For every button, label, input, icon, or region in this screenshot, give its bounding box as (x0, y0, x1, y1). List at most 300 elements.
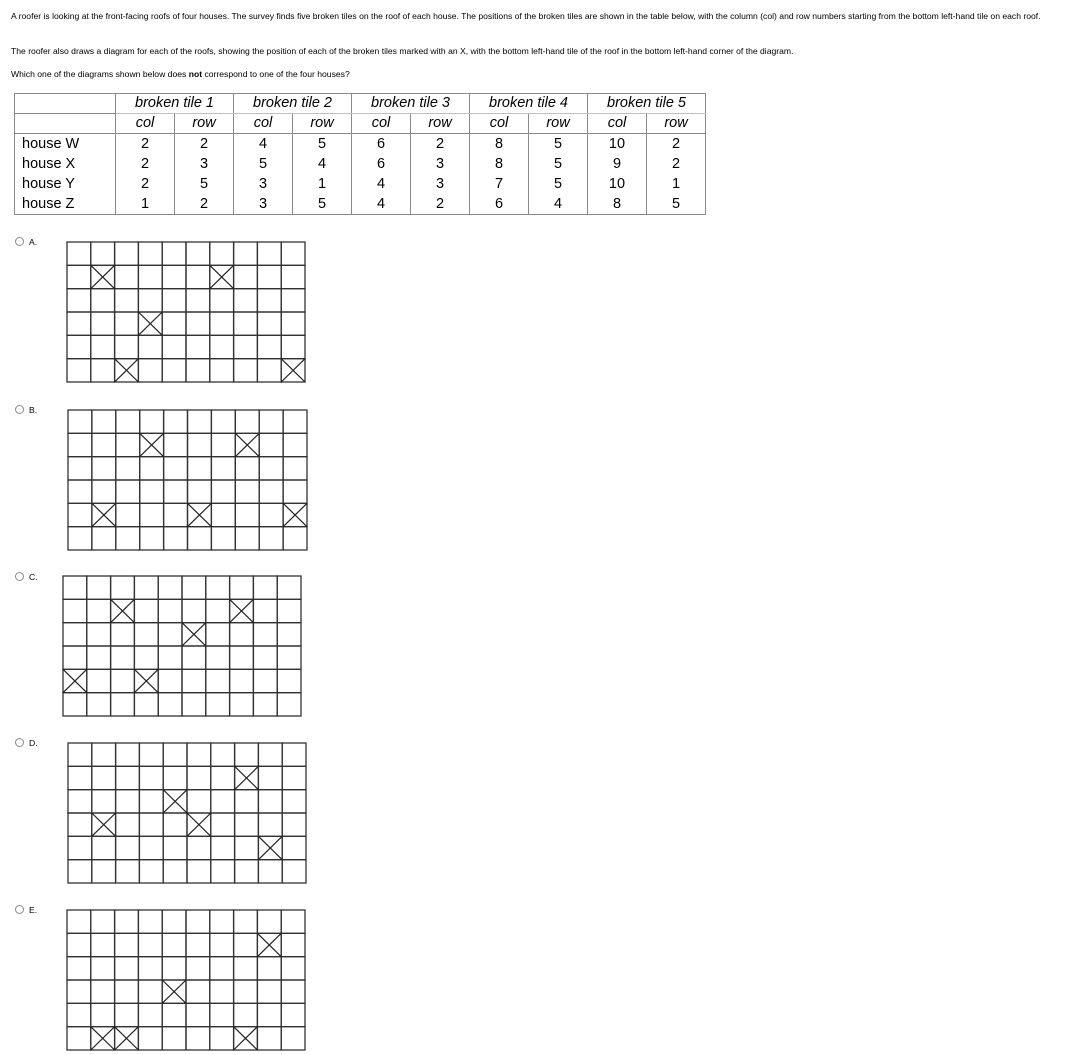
roof-tile (211, 457, 235, 480)
roof-tile (188, 457, 212, 480)
roof-tile (187, 790, 211, 813)
roof-tile (87, 693, 111, 716)
cell-row: 5 (293, 134, 352, 155)
cell-col: 8 (470, 134, 529, 155)
roof-tile (163, 766, 187, 789)
prompt-end: correspond to one of the four houses? (202, 69, 350, 79)
roof-tile (257, 289, 281, 312)
roof-tile (115, 910, 139, 933)
cell-row: 5 (529, 154, 588, 174)
cell-row: 2 (175, 134, 234, 155)
cell-col: 2 (116, 174, 175, 194)
roof-tile (259, 433, 283, 456)
roof-tile (138, 335, 162, 358)
roof-tile (116, 433, 140, 456)
prompt-start: Which one of the diagrams shown below does (11, 69, 189, 79)
roof-tile (187, 743, 211, 766)
roof-tile (235, 813, 259, 836)
roof-tile (206, 693, 230, 716)
broken-tile-mark (111, 599, 135, 622)
cell-col: 8 (470, 154, 529, 174)
roof-tile (115, 335, 139, 358)
cell-row: 2 (411, 194, 470, 215)
roof-tile (188, 410, 212, 433)
roof-tile (92, 790, 116, 813)
roof-tile (186, 289, 210, 312)
table-row-house-w (15, 134, 706, 155)
roof-tile (164, 410, 188, 433)
roof-tile (115, 957, 139, 980)
roof-tile (186, 980, 210, 1003)
option-e[interactable] (15, 904, 37, 916)
broken-tile-mark (91, 1027, 115, 1050)
col-header: col (116, 114, 175, 134)
roof-tile (139, 790, 163, 813)
cell-row: 4 (293, 154, 352, 174)
broken-tile-mark (134, 669, 158, 692)
roof-tile (63, 646, 87, 669)
cell-col: 6 (352, 134, 411, 155)
roof-tile (67, 335, 91, 358)
roof-tile (282, 836, 306, 859)
roof-tile (67, 242, 91, 265)
table-row-house-z (15, 194, 706, 215)
roof-tile (138, 910, 162, 933)
roof-tile (162, 957, 186, 980)
roof-tile (139, 813, 163, 836)
roof-tile (138, 242, 162, 265)
roof-tile (158, 576, 182, 599)
radio-icon[interactable] (15, 237, 24, 246)
roof-tile (282, 766, 306, 789)
roof-tile (67, 312, 91, 335)
roof-tile (115, 265, 139, 288)
roof-tile (210, 980, 234, 1003)
cell-row: 5 (175, 174, 234, 194)
roof-tile (134, 576, 158, 599)
roof-tile (138, 1027, 162, 1050)
house-name: house W (15, 134, 116, 155)
roof-tile (68, 503, 92, 526)
roof-tile (158, 693, 182, 716)
cell-col: 8 (588, 194, 647, 215)
radio-icon[interactable] (15, 405, 24, 414)
roof-tile (257, 242, 281, 265)
roof-tile (211, 503, 235, 526)
roof-tile (116, 790, 140, 813)
roof-tile (164, 503, 188, 526)
roof-tile (162, 910, 186, 933)
roof-tile (211, 790, 235, 813)
broken-tile-mark (162, 980, 186, 1003)
roof-tile (210, 312, 234, 335)
roof-tile (162, 1027, 186, 1050)
roof-tile (92, 766, 116, 789)
col-header: col (234, 114, 293, 134)
option-label: C. (29, 572, 38, 582)
tile-header: broken tile 4 (470, 94, 588, 114)
roof-tile (277, 576, 301, 599)
roof-tile (234, 335, 258, 358)
broken-tile-mark (138, 312, 162, 335)
roof-tile (67, 957, 91, 980)
roof-tile (234, 957, 258, 980)
roof-tile (87, 669, 111, 692)
roof-tile (63, 693, 87, 716)
roof-tile (182, 599, 206, 622)
roof-tile (182, 576, 206, 599)
cell-row: 5 (647, 194, 706, 215)
roof-tile (206, 646, 230, 669)
roof-tile (235, 457, 259, 480)
roof-tile (235, 860, 259, 883)
roof-tile (188, 433, 212, 456)
roof-tile (234, 265, 258, 288)
roof-tile (234, 933, 258, 956)
table-row-house-y (15, 174, 706, 194)
roof-tile (68, 766, 92, 789)
roof-tile (116, 860, 140, 883)
cell-row: 5 (529, 134, 588, 155)
roof-tile (281, 1027, 305, 1050)
roof-tile (67, 289, 91, 312)
broken-tile-mark (63, 669, 87, 692)
roof-tile (281, 933, 305, 956)
roof-tile (138, 933, 162, 956)
roof-tile (182, 669, 206, 692)
roof-tile (259, 503, 283, 526)
roof-tile (162, 242, 186, 265)
cell-col: 7 (470, 174, 529, 194)
roof-tile (115, 980, 139, 1003)
option-label: A. (29, 237, 38, 247)
option-c[interactable] (15, 571, 38, 583)
roof-tile (234, 980, 258, 1003)
roof-tile (91, 335, 115, 358)
broken-tile-mark (230, 599, 254, 622)
roof-tile (91, 359, 115, 382)
roof-tile (68, 836, 92, 859)
roof-tile (257, 910, 281, 933)
roof-tile (67, 980, 91, 1003)
roof-tile (281, 957, 305, 980)
row-header: row (529, 114, 588, 134)
roof-tile (257, 957, 281, 980)
roof-tile (115, 933, 139, 956)
roof-tile (259, 480, 283, 503)
roof-tile (115, 1003, 139, 1026)
cell-col: 4 (234, 134, 293, 155)
roof-tile (281, 980, 305, 1003)
roof-tile (281, 335, 305, 358)
roof-tile (186, 1003, 210, 1026)
roof-tile (235, 790, 259, 813)
cell-col: 2 (116, 134, 175, 155)
roof-tile (140, 410, 164, 433)
roof-tile (87, 646, 111, 669)
corner-cell (15, 94, 116, 114)
roof-tile (116, 527, 140, 550)
radio-icon[interactable] (15, 905, 24, 914)
roof-tile (87, 599, 111, 622)
roof-tile (234, 359, 258, 382)
roof-tile (182, 693, 206, 716)
roof-tile (257, 265, 281, 288)
broken-tile-mark (283, 503, 307, 526)
roof-tile (187, 860, 211, 883)
roof-tile (211, 410, 235, 433)
roof-tile (116, 766, 140, 789)
roof-tile (282, 813, 306, 836)
roof-tile (138, 1003, 162, 1026)
roof-tile (68, 527, 92, 550)
roof-tile (68, 457, 92, 480)
tile-header: broken tile 3 (352, 94, 470, 114)
roof-tile (163, 813, 187, 836)
roof-tile (164, 457, 188, 480)
option-label: B. (29, 405, 38, 415)
broken-tile-mark (235, 766, 259, 789)
cell-row: 3 (175, 154, 234, 174)
roof-tile (140, 480, 164, 503)
broken-tile-mark (235, 433, 259, 456)
roof-tile (210, 957, 234, 980)
cell-col: 3 (234, 194, 293, 215)
roof-tile (211, 433, 235, 456)
roof-tile (210, 289, 234, 312)
roof-tile (234, 242, 258, 265)
roof-tile (281, 289, 305, 312)
cell-row: 1 (647, 174, 706, 194)
cell-row: 5 (529, 174, 588, 194)
cell-col: 1 (116, 194, 175, 215)
cell-row: 2 (647, 154, 706, 174)
roof-tile (63, 623, 87, 646)
roof-tile (140, 527, 164, 550)
option-a[interactable] (15, 236, 37, 248)
roof-tile (139, 860, 163, 883)
roof-tile (211, 860, 235, 883)
roof-tile (162, 933, 186, 956)
row-header: row (293, 114, 352, 134)
roof-tile (92, 433, 116, 456)
roof-tile (163, 836, 187, 859)
roof-tile (92, 457, 116, 480)
roof-tile (211, 480, 235, 503)
broken-tile-mark (92, 503, 116, 526)
roof-tile (162, 289, 186, 312)
roof-tile (210, 933, 234, 956)
roof-tile (210, 1027, 234, 1050)
roof-tile (282, 743, 306, 766)
roof-tile (182, 646, 206, 669)
roof-tile (257, 980, 281, 1003)
broken-tile-mark (234, 1027, 258, 1050)
roof-tile (211, 527, 235, 550)
roof-tile (139, 743, 163, 766)
diagram-note: The roofer also draws a diagram for each of the roofs, showing the position of each of the broken tiles marked with an X, with the bottom left-hand tile of the roof in the bottom left-hand corner of the diagram. (11, 46, 794, 56)
roof-diagram-b (67, 409, 308, 551)
broken-tile-mark (210, 265, 234, 288)
roof-tile (67, 933, 91, 956)
roof-tile (230, 623, 254, 646)
roof-tile (91, 957, 115, 980)
roof-tile (158, 623, 182, 646)
roof-tile (281, 265, 305, 288)
roof-tile (138, 359, 162, 382)
roof-tile (258, 766, 282, 789)
roof-tile (116, 743, 140, 766)
roof-tile (91, 980, 115, 1003)
radio-icon[interactable] (15, 738, 24, 747)
cell-row: 2 (175, 194, 234, 215)
roof-tile (92, 836, 116, 859)
broken-tile-mark (163, 790, 187, 813)
roof-tile (253, 646, 277, 669)
roof-tile (68, 813, 92, 836)
roof-diagram-e (66, 909, 306, 1051)
tile-header: broken tile 1 (116, 94, 234, 114)
cell-row: 1 (293, 174, 352, 194)
roof-tile (230, 646, 254, 669)
cell-col: 3 (234, 174, 293, 194)
table-subheader-row (15, 114, 706, 134)
roof-tile (211, 766, 235, 789)
cell-row: 4 (529, 194, 588, 215)
roof-tile (281, 312, 305, 335)
roof-tile (91, 1003, 115, 1026)
roof-tile (210, 1003, 234, 1026)
cell-col: 4 (352, 194, 411, 215)
roof-tile (68, 410, 92, 433)
roof-tile (277, 669, 301, 692)
broken-tiles-table (14, 93, 706, 215)
roof-tile (230, 693, 254, 716)
broken-tile-mark (182, 623, 206, 646)
prompt-emphasis: not (188, 69, 203, 79)
roof-tile (186, 335, 210, 358)
cell-col: 9 (588, 154, 647, 174)
roof-tile (138, 289, 162, 312)
roof-tile (140, 457, 164, 480)
roof-diagram-d (67, 742, 307, 884)
roof-tile (210, 242, 234, 265)
cell-col: 6 (470, 194, 529, 215)
option-b[interactable] (15, 404, 37, 416)
roof-tile (235, 527, 259, 550)
roof-tile (91, 933, 115, 956)
roof-tile (234, 289, 258, 312)
roof-tile (91, 312, 115, 335)
roof-tile (210, 359, 234, 382)
roof-tile (116, 813, 140, 836)
roof-tile (115, 312, 139, 335)
roof-tile (206, 576, 230, 599)
broken-tile-mark (91, 265, 115, 288)
option-d[interactable] (15, 737, 38, 749)
broken-tile-mark (140, 433, 164, 456)
roof-tile (230, 576, 254, 599)
roof-tile (116, 836, 140, 859)
roof-tile (259, 457, 283, 480)
radio-icon[interactable] (15, 572, 24, 581)
roof-tile (111, 623, 135, 646)
roof-tile (277, 693, 301, 716)
roof-tile (68, 480, 92, 503)
roof-tile (164, 480, 188, 503)
broken-tile-mark (92, 813, 116, 836)
roof-tile (258, 813, 282, 836)
roof-tile (158, 669, 182, 692)
roof-tile (187, 766, 211, 789)
roof-tile (283, 527, 307, 550)
roof-tile (91, 289, 115, 312)
broken-tile-mark (188, 503, 212, 526)
roof-tile (282, 790, 306, 813)
roof-tile (253, 599, 277, 622)
roof-tile (259, 527, 283, 550)
roof-tile (87, 576, 111, 599)
roof-tile (92, 410, 116, 433)
roof-tile (234, 910, 258, 933)
cell-col: 4 (352, 174, 411, 194)
option-label: D. (29, 738, 38, 748)
roof-tile (186, 933, 210, 956)
roof-tile (111, 693, 135, 716)
roof-tile (111, 669, 135, 692)
roof-tile (188, 480, 212, 503)
cell-row: 2 (647, 134, 706, 155)
roof-tile (68, 860, 92, 883)
roof-tile (186, 1027, 210, 1050)
roof-tile (283, 480, 307, 503)
roof-tile (68, 743, 92, 766)
roof-tile (283, 457, 307, 480)
roof-tile (134, 693, 158, 716)
roof-tile (68, 790, 92, 813)
roof-tile (206, 623, 230, 646)
roof-tile (158, 646, 182, 669)
roof-tile (111, 646, 135, 669)
table-header-row (15, 94, 706, 114)
roof-tile (163, 743, 187, 766)
roof-tile (115, 242, 139, 265)
corner-cell (15, 114, 116, 134)
roof-tile (162, 359, 186, 382)
roof-tile (282, 860, 306, 883)
roof-tile (138, 265, 162, 288)
house-name: house X (15, 154, 116, 174)
roof-tile (68, 433, 92, 456)
broken-tile-mark (187, 813, 211, 836)
roof-tile (111, 576, 135, 599)
roof-tile (281, 242, 305, 265)
roof-tile (257, 335, 281, 358)
row-header: row (411, 114, 470, 134)
roof-tile (162, 312, 186, 335)
broken-tile-mark (257, 933, 281, 956)
roof-tile (162, 265, 186, 288)
roof-tile (186, 242, 210, 265)
roof-tile (281, 910, 305, 933)
broken-tile-mark (115, 359, 139, 382)
roof-tile (140, 503, 164, 526)
cell-row: 3 (411, 174, 470, 194)
roof-tile (253, 669, 277, 692)
roof-tile (186, 312, 210, 335)
roof-tile (139, 836, 163, 859)
roof-tile (257, 1027, 281, 1050)
